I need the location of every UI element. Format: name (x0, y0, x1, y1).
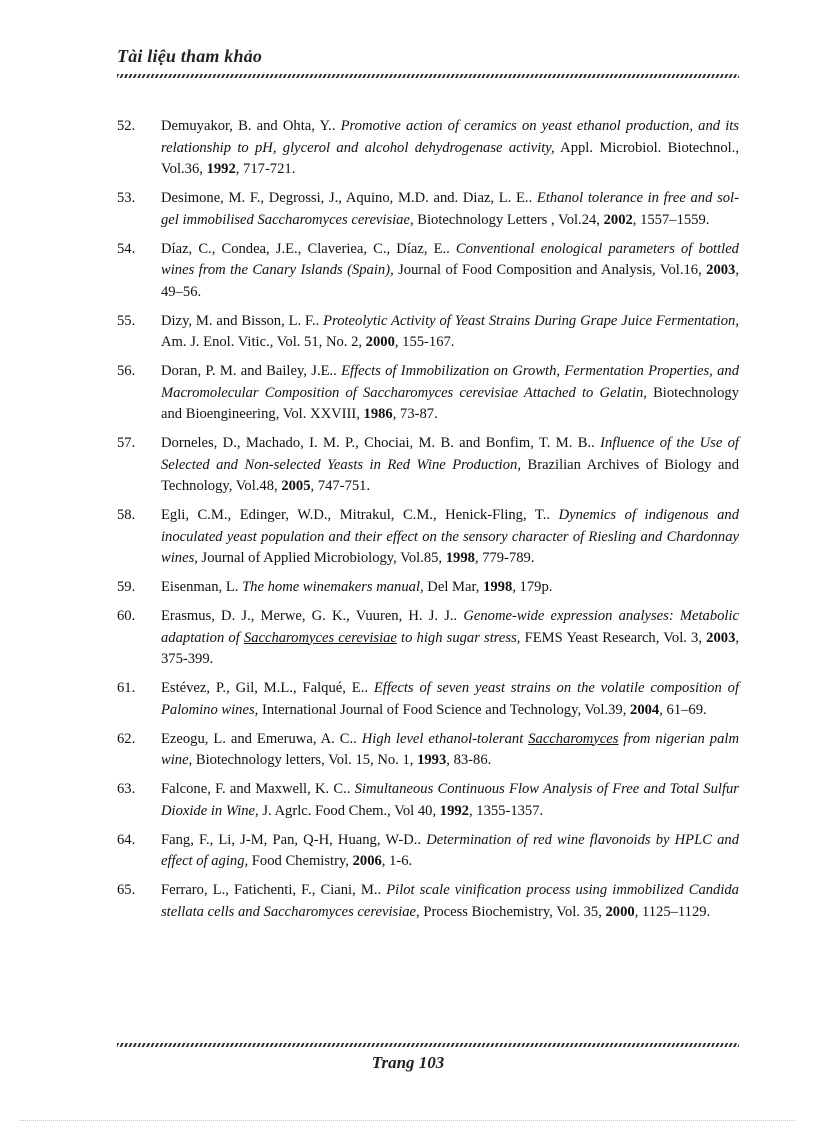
reference-title: Proteolytic Activity of Yeast Strains During Grape Juice Fermentation (323, 312, 736, 329)
reference-item (117, 577, 739, 599)
reference-year: 2002 (603, 211, 633, 228)
reference-year: 2000 (605, 903, 635, 920)
reference-item (117, 729, 739, 772)
reference-text: Erasmus, D. J., Merwe, G. K., Vuuren, H. J. J.. Genome-wide expression analyses: Metabolic adaptation of Saccharomyces cerevisiae to high sugar stress, FEMS Yeast Research, Vol. 3, 2003, 375-399. (161, 608, 740, 667)
reference-number: 58. (117, 507, 136, 523)
reference-species-underlined: Saccharomyces (528, 730, 619, 747)
reference-text: Ferraro, L., Fatichenti, F., Ciani, M.. Pilot scale vinification process using immobilized Candida stellata cells and Saccharomyces cerevisiae, Process Biochemistry, Vol. 35, 2000, 1125–1129. (161, 882, 739, 920)
reference-item (117, 779, 739, 822)
reference-number: 63. (117, 781, 136, 797)
reference-year: 2005 (281, 478, 311, 494)
reference-item (117, 880, 739, 923)
reference-title: Conventional enological parameters of bottled wines from the Canary Islands (Spain) (161, 240, 739, 278)
reference-year: 1986 (363, 406, 393, 422)
reference-item (117, 116, 739, 181)
reference-text: Estévez, P., Gil, M.L., Falqué, E.. Effects of seven yeast strains on the volatile composition of Palomino wines, International Journal of Food Science and Technology, Vol.39, 2004, 61–69. (161, 680, 739, 718)
reference-title: Simultaneous Continuous Flow Analysis of Free and Total Sulfur Dioxide in Wine (161, 781, 739, 819)
running-header-title: Tài liệu tham khảo (117, 46, 263, 66)
reference-year: 2000 (365, 334, 395, 350)
reference-text: Dizy, M. and Bisson, L. F.. Proteolytic Activity of Yeast Strains During Grape Juice Fermentation, Am. J. Enol. Vitic., Vol. 51, No. 2, 2000, 155-167. (161, 312, 739, 350)
page-number: Trang 103 (371, 1053, 445, 1072)
reference-item (117, 361, 739, 426)
reference-year: 2006 (352, 853, 382, 869)
reference-item (117, 606, 739, 671)
reference-item (117, 830, 739, 873)
reference-text: Dorneles, D., Machado, I. M. P., Chociai, M. B. and Bonfim, T. M. B.. Influence of the Use of Selected and Non-selected Yeasts in Red Wine Production, Brazilian Archives of Biology and Technology, Vol.48, 2005, 747-751. (161, 435, 739, 494)
reference-text: Doran, P. M. and Bailey, J.E.. Effects of Immobilization on Growth, Fermentation Properties, and Macromolecular Composition of Saccharomyces cerevisiae Attached to Gelatin, Biotechnology and Bioengineering, Vol. XXVIII, 1986, 73-87. (161, 363, 740, 422)
reference-title: Influence of the Use of Selected and Non-selected Yeasts in Red Wine Production (161, 435, 739, 473)
reference-number: 64. (117, 831, 136, 848)
reference-text: Demuyakor, B. and Ohta, Y.. Promotive action of ceramics on yeast ethanol production, and its relationship to pH, glycerol and alcohol dehydrogenase activity, Appl. Microbiol. Biotechnol., Vol.36, 1992, 717-721. (161, 118, 739, 177)
reference-number: 55. (117, 312, 136, 329)
reference-number: 56. (117, 363, 136, 379)
reference-item (117, 239, 739, 304)
reference-title: Effects of Immobilization on Growth, Fermentation Properties, and Macromolecular Composition of Saccharomyces cerevisiae Attached to Gelatin (161, 363, 740, 401)
reference-title: High level ethanol-tolerant (361, 730, 529, 747)
reference-number: 53. (117, 190, 136, 206)
reference-title-cont: to high sugar stress (396, 629, 517, 646)
reference-text: Eisenman, L. The home winemakers manual, Del Mar, 1998, 179p. (161, 579, 553, 595)
reference-year: 1998 (483, 579, 513, 595)
reference-year: 1992 (439, 802, 469, 819)
reference-title: Pilot scale vinification process using immobilized Candida stellata cells and Saccharomyces cerevisiae (161, 882, 739, 920)
reference-species-underlined: Saccharomyces cerevisiae (243, 629, 397, 646)
reference-text: Ezeogu, L. and Emeruwa, A. C.. High level ethanol-tolerant Saccharomyces from nigerian palm wine, Biotechnology letters, Vol. 15, No. 1, 1993, 83-86. (161, 730, 739, 768)
reference-item (117, 678, 739, 721)
reference-number: 61. (117, 680, 136, 696)
reference-title: Ethanol tolerance in free and sol-gel immobilised Saccharomyces cerevisiae (161, 190, 739, 228)
reference-year: 2003 (706, 629, 736, 646)
reference-text: Falcone, F. and Maxwell, K. C.. Simultaneous Continuous Flow Analysis of Free and Total Sulfur Dioxide in Wine, J. Agrlc. Food Chem., Vol 40, 1992, 1355-1357. (161, 781, 739, 819)
reference-number: 65. (117, 882, 136, 898)
reference-item (117, 311, 739, 354)
reference-title: Dynemics of indigenous and inoculated yeast population and their effect on the sensory character of Riesling and Chardonnay wines (161, 507, 740, 566)
reference-title: Promotive action of ceramics on yeast ethanol production, and its relationship to pH, glycerol and alcohol dehydrogenase activity, (161, 118, 739, 156)
reference-item (117, 433, 739, 498)
reference-year: 1998 (445, 550, 475, 566)
reference-year: 2004 (630, 701, 660, 718)
header-divider (117, 74, 739, 78)
reference-year: 2003 (706, 262, 736, 278)
reference-title: The home winemakers manual, (242, 579, 424, 595)
reference-text: Desimone, M. F., Degrossi, J., Aquino, M.D. and. Diaz, L. E.. Ethanol tolerance in free and sol-gel immobilised Saccharomyces cerevisiae, Biotechnology Letters , Vol.24, 2002, 1557–1559. (161, 190, 739, 228)
reference-number: 62. (117, 730, 136, 747)
reference-year: 1992 (206, 161, 236, 177)
reference-title-cont: from nigerian palm wine (161, 730, 739, 768)
reference-title: Determination of red wine flavonoids by HPLC and effect of aging (161, 831, 739, 869)
reference-title: Genome-wide expression analyses: Metabolic adaptation of (161, 608, 740, 646)
reference-year: 1993 (417, 752, 447, 768)
reference-text: Fang, F., Li, J-M, Pan, Q-H, Huang, W-D.. Determination of red wine flavonoids by HPLC and effect of aging, Food Chemistry, 2006, 1-6. (161, 831, 739, 869)
reference-title: Effects of seven yeast strains on the volatile composition of Palomino wines (161, 680, 739, 718)
reference-number: 57. (117, 435, 136, 451)
reference-text: Egli, C.M., Edinger, W.D., Mitrakul, C.M., Henick-Fling, T.. Dynemics of indigenous and inoculated yeast population and their effect on the sensory character of Riesling and Chardonnay wines, Journal of Applied Microbiology, Vol.85, 1998, 779-789. (161, 507, 740, 566)
reference-text: Díaz, C., Condea, J.E., Claveriea, C., Díaz, E.. Conventional enological parameters of bottled wines from the Canary Islands (Spain), Journal of Food Composition and Analysis, Vol.16, 2003, 49–56. (161, 240, 739, 300)
reference-number: 54. (117, 240, 136, 257)
page-edge-dotted-line (20, 1120, 796, 1121)
reference-item (117, 505, 739, 570)
reference-list (117, 116, 739, 931)
reference-item (117, 188, 739, 231)
reference-number: 59. (117, 579, 136, 595)
reference-number: 52. (117, 118, 136, 134)
footer-divider (117, 1043, 739, 1047)
reference-number: 60. (117, 608, 136, 624)
